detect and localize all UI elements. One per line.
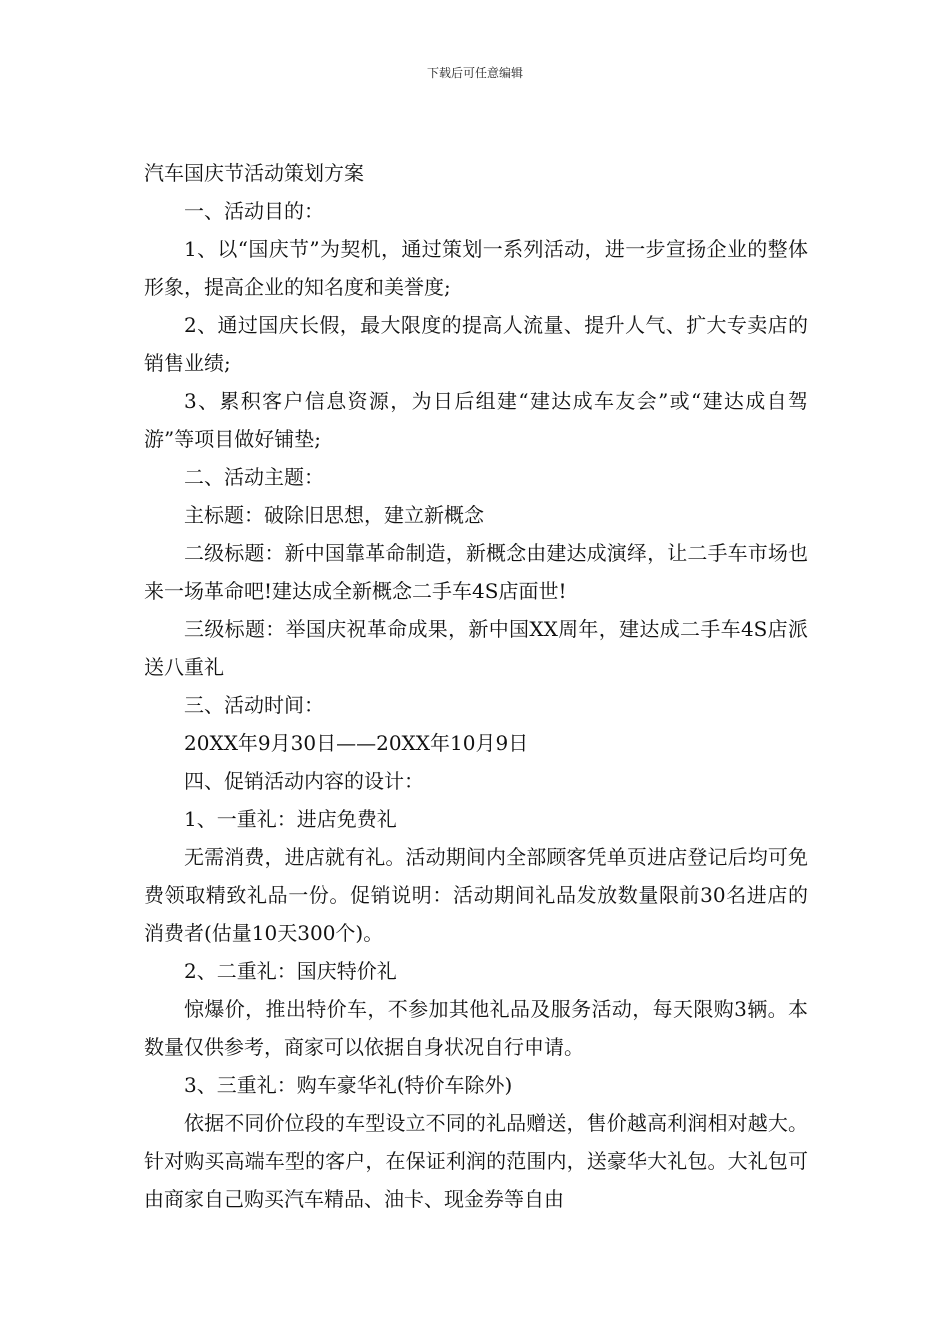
paragraph: 20XX年9月30日——20XX年10月9日: [184, 731, 529, 755]
section-heading-purpose: 一、活动目的：: [184, 199, 324, 223]
paragraph: 1、一重礼：进店免费礼: [184, 807, 397, 831]
page-header: 下载后可任意编辑: [426, 66, 523, 80]
paragraph: 2、通过国庆长假，最大限度的提高人流量、提升人气、扩大专卖店的销售业绩;: [144, 313, 808, 375]
paragraph: 惊爆价，推出特价车，不参加其他礼品及服务活动，每天限购3辆。本数量仅供参考，商家可以依据自身状况自行申请。: [144, 997, 808, 1059]
paragraph: 3、累积客户信息资源，为日后组建“建达成车友会”或“建达成自驾游”等项目做好铺垫;: [144, 389, 808, 451]
paragraph: 二级标题：新中国靠革命制造，新概念由建达成演绎，让二手车市场也来一场革命吧!建达成全新概念二手车4S店面世!: [144, 541, 808, 603]
paragraph: 2、二重礼：国庆特价礼: [184, 959, 397, 983]
section-heading-theme: 二、活动主题：: [184, 465, 324, 489]
document-title: 汽车国庆节活动策划方案: [144, 161, 364, 185]
paragraph: 1、以“国庆节”为契机，通过策划一系列活动，进一步宣扬企业的整体形象，提高企业的知名度和美誉度;: [144, 237, 808, 299]
section-heading-content: 四、促销活动内容的设计：: [184, 769, 424, 793]
paragraph: 无需消费，进店就有礼。活动期间内全部顾客凭单页进店登记后均可免费领取精致礼品一份。促销说明：活动期间礼品发放数量限前30名进店的消费者(估量10天300个)。: [144, 845, 808, 945]
paragraph: 三级标题：举国庆祝革命成果，新中国XX周年，建达成二手车4S店派送八重礼: [144, 617, 808, 679]
document-body: [144, 154, 808, 1218]
section-heading-time: 三、活动时间：: [184, 693, 324, 717]
paragraph: 主标题：破除旧思想，建立新概念: [184, 503, 484, 527]
paragraph: 依据不同价位段的车型设立不同的礼品赠送，售价越高利润相对越大。针对购买高端车型的客户，在保证利润的范围内，送豪华大礼包。大礼包可由商家自己购买汽车精品、油卡、现金券等自由: [144, 1111, 808, 1211]
paragraph: 3、三重礼：购车豪华礼(特价车除外): [184, 1073, 513, 1097]
